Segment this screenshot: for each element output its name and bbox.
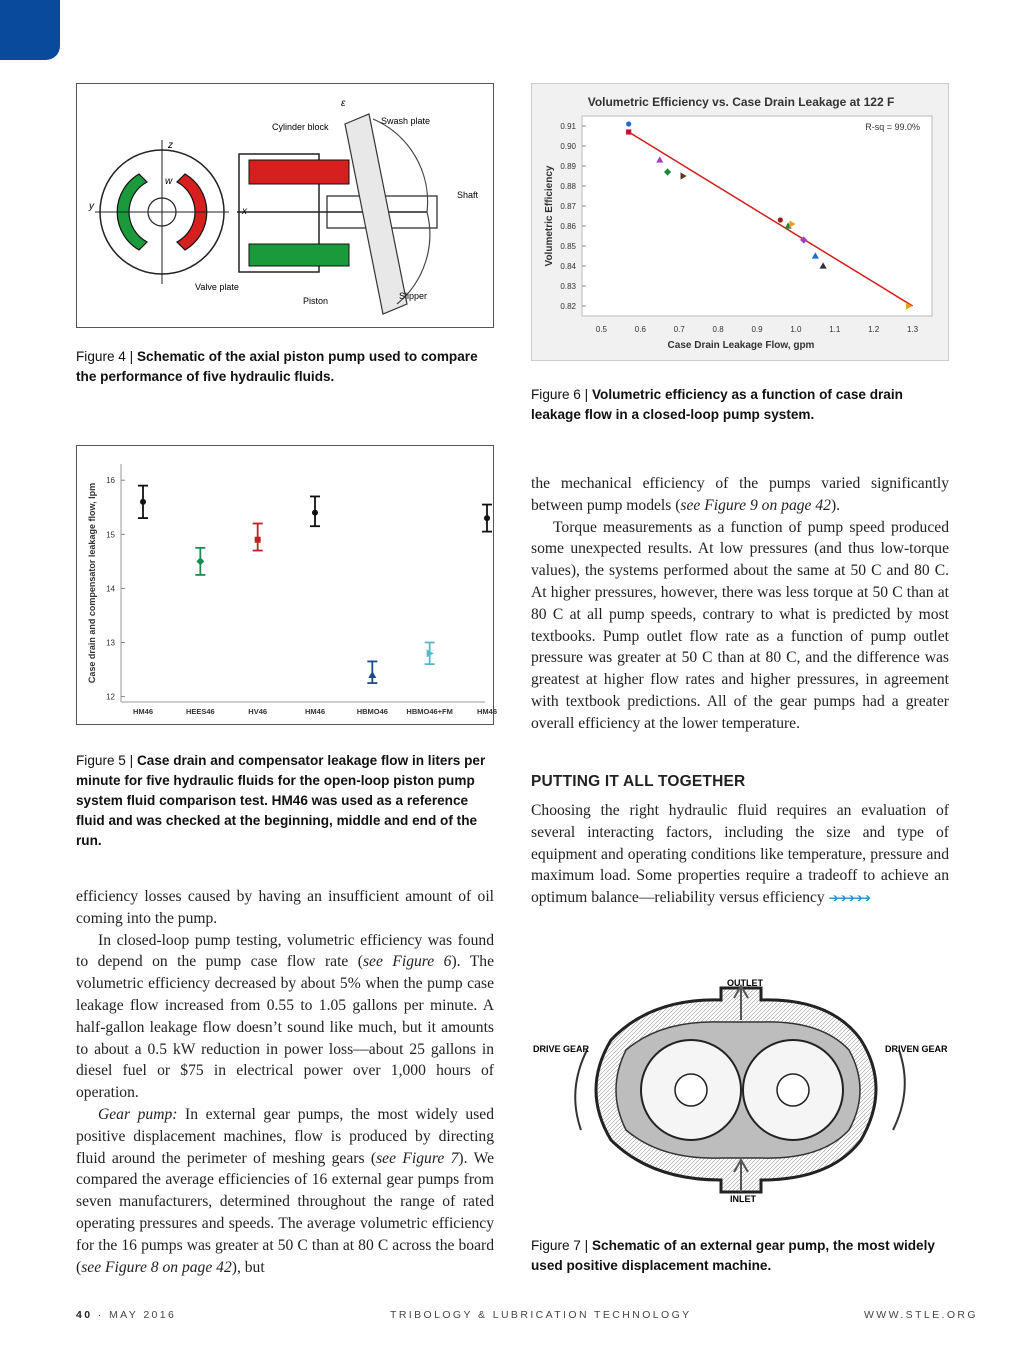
- right-column-text: [531, 473, 949, 735]
- fig6-ytick: 0.91: [560, 122, 576, 131]
- ref-figure-7: see Figure 7: [376, 1149, 459, 1167]
- fig6-xtick: 0.5: [595, 325, 608, 334]
- fig5-point-6: [484, 515, 490, 521]
- figure-6-chart: [532, 84, 950, 362]
- left-column-text: [76, 886, 494, 1278]
- drive-gear: [641, 1040, 741, 1140]
- fig6-xtick: 1.0: [790, 325, 802, 334]
- fig6-title: Volumetric Efficiency vs. Case Drain Leakage at 122 F: [587, 95, 895, 109]
- fig5-ytick: 13: [106, 638, 115, 648]
- cylinder-block-label: Cylinder block: [272, 122, 329, 132]
- inlet-label: INLET: [730, 1194, 756, 1204]
- figure-6-caption-text: Volumetric efficiency as a function of case drain leakage flow in a closed-loop pump system.: [531, 387, 903, 422]
- figure-6-number: Figure 6 |: [531, 387, 589, 402]
- ref-figure-8: see Figure 8 on page 42: [81, 1258, 232, 1276]
- valve-plate-label: Valve plate: [195, 282, 239, 292]
- fig6-point-0: [626, 121, 631, 126]
- figure-6-caption: [531, 385, 951, 425]
- fig5-ylabel: Case drain and compensator leakage flow, lpm: [87, 482, 97, 684]
- figure-7-caption: [531, 1236, 951, 1276]
- fig6-xtick: 1.3: [906, 325, 919, 334]
- figure-5-caption: [76, 751, 496, 851]
- figure-4-caption: [76, 347, 496, 387]
- footer-site[interactable]: WWW.STLE.ORG: [864, 1309, 978, 1321]
- figure-5: [76, 445, 498, 725]
- footer-journal: TRIBOLOGY & LUBRICATION TECHNOLOGY: [390, 1309, 692, 1321]
- figure-6: [531, 83, 949, 361]
- fig5-point-1: [196, 557, 204, 565]
- section-heading: PUTTING IT ALL TOGETHER: [531, 773, 746, 790]
- fig6-ytick: 0.84: [560, 262, 576, 271]
- swash-plate: [345, 114, 407, 314]
- fig6-xtick: 1.2: [868, 325, 880, 334]
- ref-figure-9: see Figure 9 on page 42: [680, 496, 831, 514]
- left-paragraph-3: Gear pump: In external gear pumps, the most widely used positive displacement machines, flow is produced by directing fluid around the perimeter of meshing gears (see Figure 7). We compared the average efficiencies of 16 external gear pumps from seven manufacturers, determined throughout the range of rated operating pressures and speeds. The average volumetric efficiency for the 16 pumps was greater at 50 C than at 80 C across the board (see Figure 8 on page 42), but: [76, 1105, 494, 1276]
- fig5-ytick: 15: [106, 530, 115, 540]
- drive-gear-label: DRIVE GEAR: [533, 1044, 590, 1054]
- fig6-point-1: [626, 129, 631, 134]
- figure-7: [531, 960, 949, 1225]
- fig6-ytick: 0.88: [560, 182, 576, 191]
- left-rotation-arrow-icon: [575, 1050, 587, 1130]
- fig6-ytick: 0.85: [560, 242, 576, 251]
- footer-left: 40 · MAY 2016: [76, 1309, 177, 1321]
- shaft-label: Shaft: [457, 190, 479, 200]
- outlet-label: OUTLET: [727, 978, 763, 988]
- fig6-xtick: 0.6: [634, 325, 646, 334]
- right-column-text-2: [531, 800, 949, 910]
- fig5-ytick: 16: [106, 476, 115, 486]
- figure-4-schematic: [77, 84, 495, 329]
- fig6-xtick: 0.8: [712, 325, 724, 334]
- issue-date: MAY 2016: [109, 1309, 177, 1321]
- driven-gear-label: DRIVEN GEAR: [885, 1044, 948, 1054]
- fig6-ytick: 0.89: [560, 162, 576, 171]
- left-paragraph-1: efficiency losses caused by having an insufficient amount of oil coming into the pump.: [76, 888, 494, 927]
- fig5-category-label: HM46: [132, 707, 154, 716]
- fig6-xtick: 1.1: [829, 325, 841, 334]
- fig6-ytick: 0.87: [560, 202, 576, 211]
- figure-7-schematic: [531, 960, 949, 1225]
- fig6-xtick: 0.9: [751, 325, 763, 334]
- fig6-ytick: 0.82: [560, 302, 576, 311]
- page-number: 40: [76, 1309, 93, 1321]
- right-paragraph-3: Choosing the right hydraulic fluid requires an evaluation of several interacting factors, including the size and type of equipment and operating conditions like temperature, pressure and maximum load. Some properties require a tradeoff to achieve an optimum balance—reliability versus efficiency ➔➔➔➔➔: [531, 802, 949, 907]
- z-axis-label: z: [168, 140, 173, 151]
- figure-7-caption-text: Schematic of an external gear pump, the most widely used positive displacement machine.: [531, 1238, 935, 1273]
- right-paragraph-2: Torque measurements as a function of pump speed produced some unexpected results. At low pressures (and thus low-torque values), the systems performed about the same at 50 C and 80 C. At higher pressures, however, there was less torque at 50 C than at 80 C at all pump speeds, contrary to what is predicted by most textbooks. Pump outlet flow rate as a function of pump outlet pressure was greater at 50 C than at 80 C, and the difference was greatest at higher flow rates and higher pressures, in agreement with textbook predictions. All of the gear pumps had a greater overall efficiency at the lower temperature.: [531, 518, 949, 732]
- fig5-point-4: [368, 671, 376, 678]
- fig6-point-5: [778, 217, 783, 222]
- fig6-ytick: 0.90: [560, 142, 576, 151]
- figure-4-number: Figure 4 |: [76, 349, 134, 364]
- corner-tab: [0, 0, 60, 60]
- right-paragraph-1: the mechanical efficiency of the pumps varied significantly between pump models (see Figure 9 on page 42).: [531, 475, 949, 514]
- piston-red: [249, 160, 349, 184]
- right-rotation-arrow-icon: [893, 1050, 905, 1130]
- fig5-point-2: [255, 537, 261, 543]
- fig5-category-label: HBMO46: [356, 707, 388, 716]
- fig5-point-0: [140, 499, 146, 505]
- figure-5-number: Figure 5 |: [76, 753, 134, 768]
- x-axis-label: x: [242, 206, 247, 217]
- fig6-ytick: 0.83: [560, 282, 576, 291]
- fig5-ytick: 12: [106, 692, 115, 702]
- figure-4: [76, 83, 494, 328]
- fig6-annotation: R-sq = 99.0%: [865, 122, 920, 132]
- ref-figure-6: see Figure 6: [362, 953, 452, 971]
- slipper-label: Slipper: [399, 291, 428, 301]
- swash-plate-label: Swash plate: [381, 116, 431, 126]
- left-paragraph-2: In closed-loop pump testing, volumetric efficiency was found to depend on the pump case flow rate (see Figure 6). The volumetric efficiency decreased by about 5% when the pump case leakage flow increased from 0.55 to 1.05 gallons per minute. A half-gallon leakage flow doesn’t sound like much, but it amounts to about a 0.5 kW reduction in power loss—about 25 gallons in diesel fuel or $75 in electrical power over 1,000 hours of operation.: [76, 931, 494, 1102]
- fig6-xlabel: Case Drain Leakage Flow, gpm: [667, 340, 815, 351]
- fig5-ytick: 14: [106, 584, 115, 594]
- driven-gear: [743, 1040, 843, 1140]
- fig6-xtick: 0.7: [673, 325, 685, 334]
- fig6-ytick: 0.86: [560, 222, 576, 231]
- fig5-category-label: HBMO46+FM: [406, 707, 453, 716]
- epsilon-label: ε: [341, 98, 346, 109]
- fig5-category-label: HV46: [248, 707, 268, 716]
- continue-arrows-icon: ➔➔➔➔➔: [828, 891, 869, 906]
- figure-5-caption-text: Case drain and compensator leakage flow in liters per minute for five hydraulic fluids for the open-loop piston pump system fluid comparison test. HM46 was used as a reference fluid and was checked at the beginning, middle and end of the run.: [76, 753, 486, 848]
- fig5-category-label: HM46: [304, 707, 326, 716]
- y-axis-label: y: [89, 201, 94, 212]
- w-axis-label: w: [165, 176, 173, 187]
- figure-5-chart: [77, 446, 498, 726]
- gear-pump-lead: Gear pump:: [98, 1105, 178, 1123]
- fig5-category-label: HM46: [476, 707, 498, 716]
- piston-green: [249, 244, 349, 266]
- fig6-ylabel: Volumetric Efficiency: [544, 165, 555, 267]
- fig5-category-label: HEES46: [185, 707, 215, 716]
- fig5-point-3: [312, 510, 318, 516]
- figure-4-caption-text: Schematic of the axial piston pump used to compare the performance of five hydraulic fluids.: [76, 349, 478, 384]
- figure-7-number: Figure 7 |: [531, 1238, 589, 1253]
- piston-label: Piston: [303, 296, 329, 306]
